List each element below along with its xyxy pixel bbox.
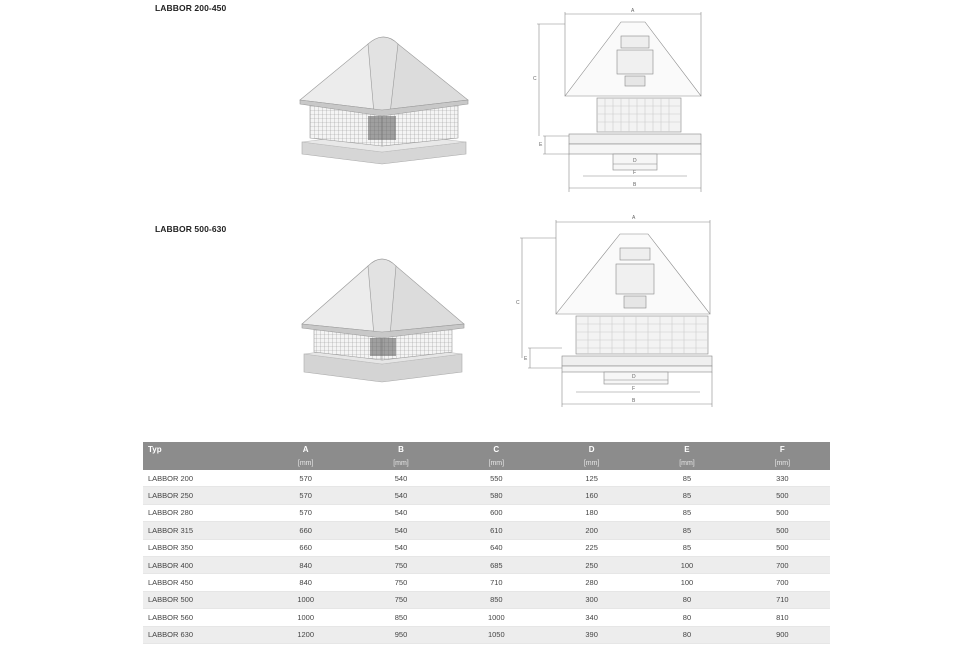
table-row: [143, 626, 830, 643]
cell-c: 850: [449, 591, 544, 608]
cell-a: 840: [258, 556, 353, 573]
cell-f: 500: [735, 504, 830, 521]
cell-a: 1000: [258, 591, 353, 608]
unit-a: [mm]: [258, 457, 353, 470]
cell-b: 750: [353, 556, 448, 573]
cell-a: 840: [258, 574, 353, 591]
dim-label-f: F: [632, 386, 636, 392]
cell-d: 390: [544, 626, 639, 643]
header-a: A: [258, 442, 353, 457]
header-d: D: [544, 442, 639, 457]
cell-a: 660: [258, 522, 353, 539]
cell-b: 540: [353, 487, 448, 504]
unit-d: [mm]: [544, 457, 639, 470]
cell-a: 1000: [258, 609, 353, 626]
cell-c: 710: [449, 574, 544, 591]
cell-typ: LABBOR 400: [143, 556, 258, 573]
dim-label-b: B: [632, 398, 636, 404]
cell-c: 685: [449, 556, 544, 573]
dim-label-c: C: [533, 76, 537, 82]
cell-f: 900: [735, 626, 830, 643]
dim-label-e: E: [539, 142, 543, 148]
unit-e: [mm]: [639, 457, 734, 470]
cell-typ: LABBOR 350: [143, 539, 258, 556]
cell-d: 200: [544, 522, 639, 539]
cell-c: 640: [449, 539, 544, 556]
dim-label-a: A: [631, 8, 635, 14]
dim-label-e: E: [524, 356, 528, 362]
cell-d: 160: [544, 487, 639, 504]
cell-e: 85: [639, 470, 734, 487]
dim-label-d: D: [633, 158, 637, 164]
dimensions-table: [143, 442, 830, 644]
header-e: E: [639, 442, 734, 457]
cell-e: 100: [639, 574, 734, 591]
cell-c: 580: [449, 487, 544, 504]
cell-d: 300: [544, 591, 639, 608]
cell-d: 250: [544, 556, 639, 573]
cell-d: 280: [544, 574, 639, 591]
cell-b: 850: [353, 609, 448, 626]
cell-typ: LABBOR 500: [143, 591, 258, 608]
table-row: [143, 504, 830, 521]
header-typ: Typ: [143, 442, 258, 457]
cell-typ: LABBOR 630: [143, 626, 258, 643]
cell-e: 85: [639, 522, 734, 539]
table-row: [143, 539, 830, 556]
cell-d: 180: [544, 504, 639, 521]
section-title-500-630: LABBOR 500-630: [155, 224, 227, 234]
unit-typ: [143, 457, 258, 470]
header-b: B: [353, 442, 448, 457]
technical-drawing-200-450: [525, 6, 725, 196]
cell-b: 750: [353, 591, 448, 608]
cell-b: 950: [353, 626, 448, 643]
cell-e: 100: [639, 556, 734, 573]
table-row: [143, 522, 830, 539]
dim-label-b: B: [633, 182, 637, 188]
unit-f: [mm]: [735, 457, 830, 470]
cell-e: 85: [639, 504, 734, 521]
cell-e: 85: [639, 539, 734, 556]
cell-typ: LABBOR 315: [143, 522, 258, 539]
cell-d: 225: [544, 539, 639, 556]
dim-label-c: C: [516, 300, 520, 306]
dim-label-a: A: [632, 215, 636, 221]
cell-f: 700: [735, 556, 830, 573]
unit-c: [mm]: [449, 457, 544, 470]
unit-b: [mm]: [353, 457, 448, 470]
cell-b: 540: [353, 504, 448, 521]
cell-b: 540: [353, 470, 448, 487]
cell-a: 1200: [258, 626, 353, 643]
section-title-200-450: LABBOR 200-450: [155, 3, 227, 13]
cell-a: 570: [258, 470, 353, 487]
cell-f: 710: [735, 591, 830, 608]
cell-e: 85: [639, 487, 734, 504]
table-row: [143, 591, 830, 608]
cell-f: 700: [735, 574, 830, 591]
cell-a: 660: [258, 539, 353, 556]
table-row: [143, 556, 830, 573]
cell-f: 500: [735, 487, 830, 504]
cell-e: 80: [639, 609, 734, 626]
cell-typ: LABBOR 280: [143, 504, 258, 521]
header-c: C: [449, 442, 544, 457]
cell-f: 330: [735, 470, 830, 487]
cell-c: 1000: [449, 609, 544, 626]
cell-e: 80: [639, 626, 734, 643]
table-row: [143, 574, 830, 591]
cell-d: 340: [544, 609, 639, 626]
table-units-row: [143, 457, 830, 470]
table-row: [143, 470, 830, 487]
dim-label-f: F: [633, 170, 637, 176]
cell-d: 125: [544, 470, 639, 487]
cell-typ: LABBOR 200: [143, 470, 258, 487]
cell-e: 80: [639, 591, 734, 608]
cell-f: 810: [735, 609, 830, 626]
technical-drawing-500-630: [516, 208, 722, 408]
cell-c: 550: [449, 470, 544, 487]
table-header-row: [143, 442, 830, 457]
cell-c: 610: [449, 522, 544, 539]
cell-b: 540: [353, 539, 448, 556]
cell-f: 500: [735, 539, 830, 556]
cell-f: 500: [735, 522, 830, 539]
product-3d-render-500-630: [300, 254, 466, 384]
cell-c: 600: [449, 504, 544, 521]
cell-c: 1050: [449, 626, 544, 643]
cell-typ: LABBOR 250: [143, 487, 258, 504]
header-f: F: [735, 442, 830, 457]
cell-b: 540: [353, 522, 448, 539]
table-row: [143, 609, 830, 626]
cell-b: 750: [353, 574, 448, 591]
cell-typ: LABBOR 560: [143, 609, 258, 626]
cell-typ: LABBOR 450: [143, 574, 258, 591]
table-row: [143, 487, 830, 504]
product-3d-render-200-450: [298, 30, 470, 165]
dim-label-d: D: [632, 374, 636, 380]
cell-a: 570: [258, 487, 353, 504]
cell-a: 570: [258, 504, 353, 521]
